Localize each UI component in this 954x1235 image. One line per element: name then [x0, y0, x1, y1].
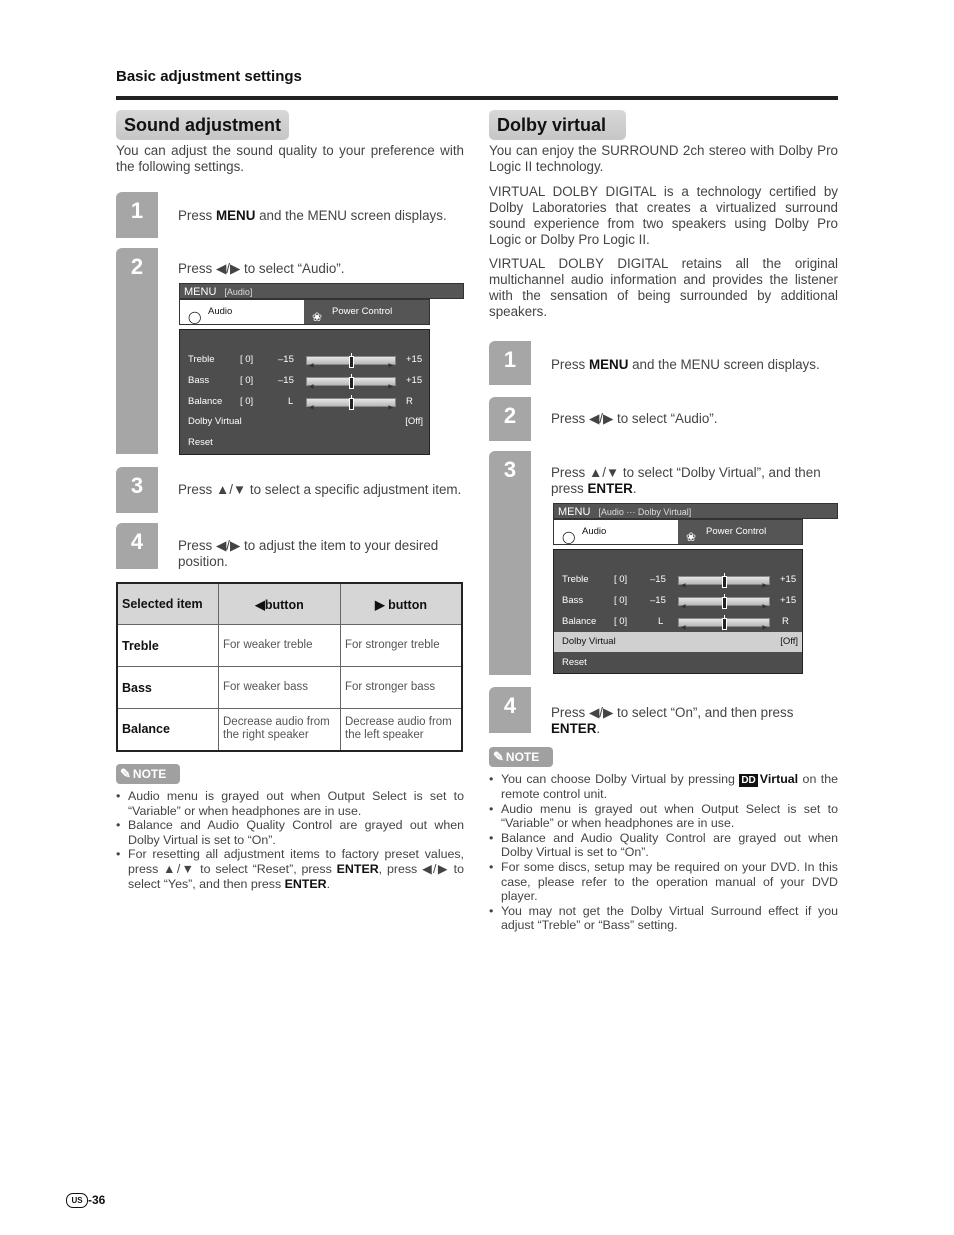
slider-knob[interactable] [349, 377, 354, 389]
speaker-icon: ◯ [562, 530, 576, 544]
table-cell: For weaker treble [219, 625, 341, 667]
table-header: Selected item [117, 583, 219, 625]
dolby-step-2-text: Press ◀/▶ to select “Audio”. [551, 411, 718, 426]
step-1-number: 1 [130, 198, 144, 223]
table-cell: Balance [117, 709, 219, 751]
menu-row-dolby-virtual-selected[interactable]: Dolby Virtual [Off] [554, 632, 802, 652]
menu-tabs [179, 299, 430, 325]
menu-row-reset[interactable]: Reset [562, 657, 587, 668]
speaker-icon: ◯ [188, 310, 202, 324]
note-badge: ✎ NOTE [116, 764, 180, 784]
table-row [117, 667, 462, 709]
slider-knob[interactable] [722, 618, 727, 630]
list-item: • Audio menu is grayed out when Output Select is set to “Variable” or when headphones are in use. [116, 789, 464, 818]
menu-panel [553, 549, 803, 674]
slider-knob[interactable] [349, 398, 354, 410]
list-item: • For some discs, setup may be required on your DVD. In this case, please refer to the operation manual of your DVD player. [489, 860, 838, 904]
region-badge: US [66, 1193, 88, 1208]
leaf-icon: ❀ [686, 530, 697, 544]
slider-knob[interactable] [722, 576, 727, 588]
menu-row-treble[interactable]: Treble [ 0] –15 ◀ ▶ +15 [188, 354, 423, 369]
dolby-logo: DD [741, 775, 756, 786]
tab-audio[interactable]: ◯ Audio [180, 300, 304, 324]
dolby-step-1-number: 1 [503, 347, 517, 372]
bass-slider[interactable]: ◀ ▶ [678, 597, 770, 606]
list-item: • You can choose Dolby Virtual by pressing DD Virtual on the remote control unit. [489, 772, 838, 802]
bass-slider[interactable]: ◀ ▶ [306, 377, 396, 386]
dolby-step-3-bar [489, 451, 531, 675]
table-cell: Decrease audio from the right speaker [219, 709, 341, 751]
tab-audio[interactable]: ◯ Audio [554, 520, 678, 544]
step-1-text: Press MENU and the MENU screen displays. [178, 208, 447, 223]
adjustment-table [116, 582, 463, 752]
dolby-step-4-number: 4 [503, 693, 517, 718]
dolby-para-2: VIRTUAL DOLBY DIGITAL is a technology certified by Dolby Laboratories that creates a virtualized surround sound experience from two speakers using Dolby Pro Logic or Dolby Pro Logic II. [489, 184, 838, 247]
menu-row-treble[interactable]: Treble [ 0] –15 ◀ ▶ +15 [562, 574, 797, 589]
table-row [117, 625, 462, 667]
leaf-icon: ❀ [312, 310, 323, 324]
table-cell: Decrease audio from the left speaker [341, 709, 463, 751]
tab-power-control[interactable]: ❀ Power Control [304, 300, 429, 324]
table-cell: Treble [117, 625, 219, 667]
menu-row-balance[interactable]: Balance [ 0] L ◀ ▶ R [562, 616, 789, 631]
dolby-para-1: You can enjoy the SURROUND 2ch stereo with Dolby Pro Logic II technology. [489, 143, 838, 174]
step-4-text: Press ◀/▶ to adjust the item to your desired position. [178, 538, 439, 569]
tab-power-control[interactable]: ❀ Power Control [678, 520, 802, 544]
treble-slider[interactable]: ◀ ▶ [678, 576, 770, 585]
list-item: • You may not get the Dolby Virtual Surround effect if you adjust “Treble” or “Bass” setting. [489, 904, 838, 933]
note-badge: ✎ NOTE [489, 747, 553, 767]
balance-slider[interactable]: ◀ ▶ [678, 618, 770, 627]
table-cell: For stronger bass [341, 667, 463, 709]
list-item: • For resetting all adjustment items to factory preset values, press ▲/▼ to select “Reset”, press ENTER, press ◀/▶ to select “Yes”, and then press ENTER. [116, 847, 464, 891]
dolby-menu-screen [553, 503, 838, 675]
dolby-para-3: VIRTUAL DOLBY DIGITAL retains all the original multichannel audio information and provides the listener with the sensation of being surrounded by additional speakers. [489, 256, 838, 319]
slider-knob[interactable] [722, 597, 727, 609]
pencil-icon: ✎ [493, 749, 504, 764]
menu-panel [179, 329, 430, 455]
menu-row-bass[interactable]: Bass [ 0] –15 ◀ ▶ +15 [188, 375, 423, 390]
section-label: Basic adjustment settings [116, 68, 302, 85]
dolby-step-2-number: 2 [503, 403, 517, 428]
step-2-number: 2 [130, 254, 144, 279]
dolby-step-3-text: Press ▲/▼ to select “Dolby Virtual”, and then press ENTER. [551, 465, 821, 496]
table-row [117, 709, 462, 751]
slider-knob[interactable] [349, 356, 354, 368]
menu-title-bar: MENU [Audio ··· Dolby Virtual] [553, 503, 838, 519]
menu-row-dolby-virtual[interactable]: Dolby Virtual [Off] [188, 416, 423, 427]
step-3-text: Press ▲/▼ to select a specific adjustment item. [178, 482, 462, 497]
pencil-icon: ✎ [120, 766, 131, 781]
table-header: ▶ button [341, 583, 463, 625]
dolby-notes-list [489, 772, 838, 933]
sound-intro: You can adjust the sound quality to your preference with the following settings. [116, 143, 464, 174]
menu-title-bar: MENU [Audio] [179, 283, 464, 299]
dolby-step-1-text: Press MENU and the MENU screen displays. [551, 357, 820, 372]
menu-tabs [553, 519, 803, 545]
list-item: • Balance and Audio Quality Control are grayed out when Dolby Virtual is set to “On”. [116, 818, 464, 847]
step-4-number: 4 [130, 529, 144, 554]
menu-row-reset[interactable]: Reset [188, 437, 213, 448]
dolby-virtual-title: Dolby virtual [489, 110, 626, 140]
dolby-step-3-number: 3 [503, 457, 517, 482]
menu-row-balance[interactable]: Balance [ 0] L ◀ ▶ R [188, 396, 413, 411]
dolby-step-4-text: Press ◀/▶ to select “On”, and then press ENTER. [551, 705, 794, 736]
sound-adjustment-title: Sound adjustment [116, 110, 289, 140]
audio-menu-screen [179, 283, 464, 455]
balance-slider[interactable]: ◀ ▶ [306, 398, 396, 407]
step-2-text: Press ◀/▶ to select “Audio”. [178, 261, 345, 276]
page-number: US -36 [66, 1193, 105, 1208]
menu-row-bass[interactable]: Bass [ 0] –15 ◀ ▶ +15 [562, 595, 797, 610]
step-3-number: 3 [130, 473, 144, 498]
list-item: • Audio menu is grayed out when Output Select is set to “Variable” or when headphones are in use. [489, 802, 838, 831]
list-item: • Balance and Audio Quality Control are grayed out when Dolby Virtual is set to “On”. [489, 831, 838, 860]
table-cell: Bass [117, 667, 219, 709]
table-header: ◀button [219, 583, 341, 625]
table-cell: For stronger treble [341, 625, 463, 667]
header-rule [116, 96, 838, 100]
sound-notes-list [116, 789, 464, 891]
table-cell: For weaker bass [219, 667, 341, 709]
table-header-row [117, 583, 462, 625]
treble-slider[interactable]: ◀ ▶ [306, 356, 396, 365]
